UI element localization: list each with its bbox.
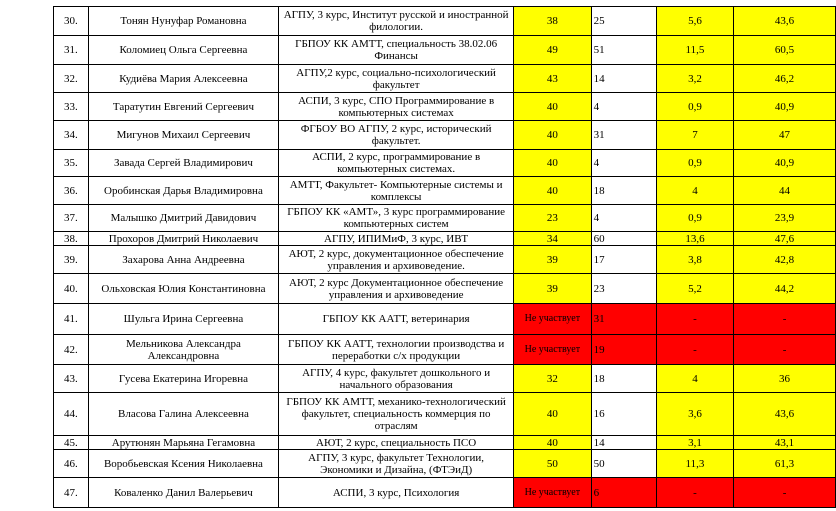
- table-row: [54, 478, 836, 508]
- table-row: [54, 65, 836, 93]
- participant-name: Власова Галина Алексеевна: [88, 393, 278, 436]
- value-cell: 25: [591, 7, 656, 36]
- row-number: 36.: [54, 177, 89, 205]
- row-number: 30.: [54, 7, 89, 36]
- score-cell: 40: [514, 93, 592, 121]
- education-info: АСПИ, 2 курс, программирование в компьютерных системах.: [279, 150, 514, 177]
- education-info: АЮТ, 2 курс, документационное обеспечение управления и архивоведение.: [279, 246, 514, 274]
- bonus-cell: -: [656, 478, 733, 508]
- value-cell: 18: [591, 365, 656, 393]
- value-cell: 31: [591, 304, 656, 335]
- value-cell: 31: [591, 121, 656, 150]
- bonus-cell: -: [656, 335, 733, 365]
- participant-name: Мельникова Александра Александровна: [88, 335, 278, 365]
- value-cell: 50: [591, 450, 656, 478]
- participant-name: Коваленко Данил Валерьевич: [88, 478, 278, 508]
- value-cell: 16: [591, 393, 656, 436]
- value-cell: 18: [591, 177, 656, 205]
- education-info: АГПУ,2 курс, социально-психологический факультет: [279, 65, 514, 93]
- score-cell: Не участвует: [514, 478, 592, 508]
- total-cell: 23,9: [734, 205, 836, 232]
- education-info: АГПУ, 3 курс, факультет Технологии, Экономики и Дизайна, (ФТЭиД): [279, 450, 514, 478]
- score-cell: Не участвует: [514, 335, 592, 365]
- value-cell: 4: [591, 150, 656, 177]
- total-cell: 47,6: [734, 232, 836, 246]
- bonus-cell: 0,9: [656, 150, 733, 177]
- participant-name: Мигунов Михаил Сергеевич: [88, 121, 278, 150]
- score-cell: 39: [514, 274, 592, 304]
- education-info: ГБПОУ КК ААТТ, ветеринария: [279, 304, 514, 335]
- table-row: [54, 7, 836, 36]
- score-cell: 32: [514, 365, 592, 393]
- row-number: 41.: [54, 304, 89, 335]
- table-row: [54, 205, 836, 232]
- score-cell: 40: [514, 121, 592, 150]
- participant-name: Оробинская Дарья Владимировна: [88, 177, 278, 205]
- participant-name: Шульга Ирина Сергеевна: [88, 304, 278, 335]
- bonus-cell: 3,2: [656, 65, 733, 93]
- total-cell: 61,3: [734, 450, 836, 478]
- participant-name: Кудиёва Мария Алексеевна: [88, 65, 278, 93]
- total-cell: 44,2: [734, 274, 836, 304]
- bonus-cell: 4: [656, 177, 733, 205]
- row-number: 47.: [54, 478, 89, 508]
- row-number: 37.: [54, 205, 89, 232]
- participant-name: Таратутин Евгений Сергеевич: [88, 93, 278, 121]
- value-cell: 6: [591, 478, 656, 508]
- participant-name: Воробьевская Ксения Николаевна: [88, 450, 278, 478]
- value-cell: 4: [591, 93, 656, 121]
- row-number: 32.: [54, 65, 89, 93]
- education-info: ФГБОУ ВО АГПУ, 2 курс, исторический факультет.: [279, 121, 514, 150]
- table-row: [54, 246, 836, 274]
- total-cell: 43,6: [734, 7, 836, 36]
- total-cell: -: [734, 478, 836, 508]
- education-info: АГПУ, 4 курс, факультет дошкольного и начального образования: [279, 365, 514, 393]
- participant-name: Завада Сергей Владимирович: [88, 150, 278, 177]
- total-cell: 46,2: [734, 65, 836, 93]
- value-cell: 14: [591, 65, 656, 93]
- row-number: 44.: [54, 393, 89, 436]
- total-cell: -: [734, 304, 836, 335]
- row-number: 33.: [54, 93, 89, 121]
- bonus-cell: 3,1: [656, 436, 733, 450]
- row-number: 35.: [54, 150, 89, 177]
- table-row: [54, 393, 836, 436]
- table-row: [54, 436, 836, 450]
- education-info: ГБПОУ КК АМТТ, специальность 38.02.06 Финансы: [279, 36, 514, 65]
- value-cell: 23: [591, 274, 656, 304]
- score-cell: 49: [514, 36, 592, 65]
- value-cell: 19: [591, 335, 656, 365]
- participant-name: Захарова Анна Андреевна: [88, 246, 278, 274]
- education-info: ГБПОУ КК ААТТ, технологии производства и переработки с/х продукции: [279, 335, 514, 365]
- score-cell: 23: [514, 205, 592, 232]
- bonus-cell: 3,6: [656, 393, 733, 436]
- participant-name: Тонян Нунуфар Романовна: [88, 7, 278, 36]
- bonus-cell: 13,6: [656, 232, 733, 246]
- value-cell: 17: [591, 246, 656, 274]
- bonus-cell: 4: [656, 365, 733, 393]
- total-cell: 42,8: [734, 246, 836, 274]
- row-number: 39.: [54, 246, 89, 274]
- table-row: [54, 274, 836, 304]
- total-cell: -: [734, 335, 836, 365]
- score-cell: 50: [514, 450, 592, 478]
- bonus-cell: 3,8: [656, 246, 733, 274]
- education-info: АЮТ, 2 курс Документационное обеспечение управления и архивоведение: [279, 274, 514, 304]
- education-info: АГПУ, 3 курс, Институт русской и иностранной филологии.: [279, 7, 514, 36]
- bonus-cell: 5,2: [656, 274, 733, 304]
- table-row: [54, 36, 836, 65]
- total-cell: 47: [734, 121, 836, 150]
- value-cell: 4: [591, 205, 656, 232]
- row-number: 46.: [54, 450, 89, 478]
- participant-name: Прохоров Дмитрий Николаевич: [88, 232, 278, 246]
- row-number: 34.: [54, 121, 89, 150]
- total-cell: 60,5: [734, 36, 836, 65]
- value-cell: 14: [591, 436, 656, 450]
- score-cell: 38: [514, 7, 592, 36]
- education-info: ГБПОУ КК АМТТ, механико-технологический факультет, специальность коммерция по отраслям: [279, 393, 514, 436]
- total-cell: 43,6: [734, 393, 836, 436]
- score-cell: 40: [514, 436, 592, 450]
- bonus-cell: 11,3: [656, 450, 733, 478]
- bonus-cell: 5,6: [656, 7, 733, 36]
- participant-name: Ольховская Юлия Константиновна: [88, 274, 278, 304]
- row-number: 40.: [54, 274, 89, 304]
- value-cell: 60: [591, 232, 656, 246]
- value-cell: 51: [591, 36, 656, 65]
- row-number: 45.: [54, 436, 89, 450]
- bonus-cell: 7: [656, 121, 733, 150]
- participant-name: Малышко Дмитрий Давидович: [88, 205, 278, 232]
- total-cell: 40,9: [734, 93, 836, 121]
- table-row: [54, 177, 836, 205]
- participant-name: Гусева Екатерина Игоревна: [88, 365, 278, 393]
- education-info: ГБПОУ КК «АМТ», 3 курс программирование компьютерных систем: [279, 205, 514, 232]
- row-number: 42.: [54, 335, 89, 365]
- total-cell: 36: [734, 365, 836, 393]
- score-cell: Не участвует: [514, 304, 592, 335]
- row-number: 38.: [54, 232, 89, 246]
- total-cell: 44: [734, 177, 836, 205]
- table-row: [54, 93, 836, 121]
- education-info: АСПИ, 3 курс, Психология: [279, 478, 514, 508]
- bonus-cell: 0,9: [656, 93, 733, 121]
- table-row: [54, 150, 836, 177]
- score-cell: 39: [514, 246, 592, 274]
- row-number: 43.: [54, 365, 89, 393]
- education-info: АСПИ, 3 курс, СПО Программирование в компьютерных системах: [279, 93, 514, 121]
- results-table-body: [54, 7, 836, 508]
- table-row: [54, 121, 836, 150]
- education-info: АЮТ, 2 курс, специальность ПСО: [279, 436, 514, 450]
- score-cell: 43: [514, 65, 592, 93]
- bonus-cell: 11,5: [656, 36, 733, 65]
- participant-name: Коломиец Ольга Сергеевна: [88, 36, 278, 65]
- results-table: [53, 6, 836, 508]
- table-row: [54, 335, 836, 365]
- table-row: [54, 304, 836, 335]
- participant-name: Арутюнян Марьяна Гегамовна: [88, 436, 278, 450]
- bonus-cell: 0,9: [656, 205, 733, 232]
- table-row: [54, 232, 836, 246]
- education-info: АГПУ, ИПИМиФ, 3 курс, ИВТ: [279, 232, 514, 246]
- total-cell: 43,1: [734, 436, 836, 450]
- score-cell: 40: [514, 177, 592, 205]
- education-info: АМТТ, Факультет- Компьютерные системы и комплексы: [279, 177, 514, 205]
- table-row: [54, 365, 836, 393]
- score-cell: 40: [514, 393, 592, 436]
- row-number: 31.: [54, 36, 89, 65]
- score-cell: 34: [514, 232, 592, 246]
- total-cell: 40,9: [734, 150, 836, 177]
- score-cell: 40: [514, 150, 592, 177]
- bonus-cell: -: [656, 304, 733, 335]
- table-row: [54, 450, 836, 478]
